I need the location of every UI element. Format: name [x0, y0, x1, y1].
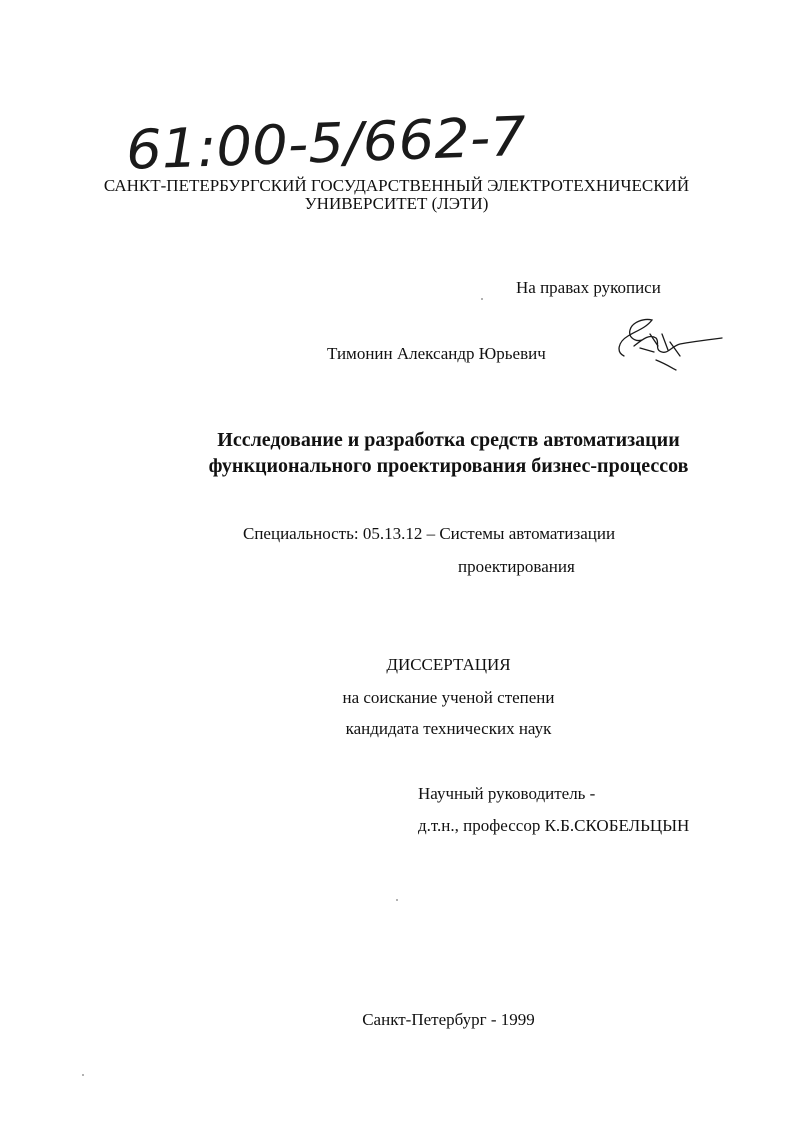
institution-line-1: САНКТ-ПЕТЕРБУРГСКИЙ ГОСУДАРСТВЕННЫЙ ЭЛЕКТРОТЕХНИЧЕСКИЙ: [103, 176, 690, 195]
supervisor-label: Научный руководитель -: [418, 784, 596, 803]
dissertation-title-line-1: Исследование и разработка средств автоматизации: [217, 429, 680, 451]
manuscript-note: На правах рукописи: [516, 278, 661, 297]
scan-speck: [481, 298, 483, 300]
scan-speck: [396, 899, 398, 901]
dissertation-title-line-2: функционального проектирования бизнес-процессов: [208, 455, 689, 477]
specialty-line-2: проектирования: [458, 557, 575, 576]
specialty-line-1: Специальность: 05.13.12 – Системы автоматизации: [243, 524, 616, 543]
scan-speck: [82, 1074, 84, 1076]
institution-line-2: УНИВЕРСИТЕТ (ЛЭТИ): [304, 194, 489, 213]
city-year: Санкт-Петербург - 1999: [362, 1010, 535, 1029]
degree-line-1: на соискание ученой степени: [342, 688, 555, 707]
archive-code-text: 61:00-5/662-7: [124, 105, 512, 182]
supervisor-name: д.т.н., профессор К.Б.СКОБЕЛЬЦЫН: [418, 816, 690, 835]
author-name: Тимонин Александр Юрьевич: [327, 344, 546, 363]
signature-icon: [610, 312, 725, 374]
degree-line-2: кандидата технических наук: [345, 719, 552, 738]
degree-heading: ДИССЕРТАЦИЯ: [386, 655, 511, 674]
